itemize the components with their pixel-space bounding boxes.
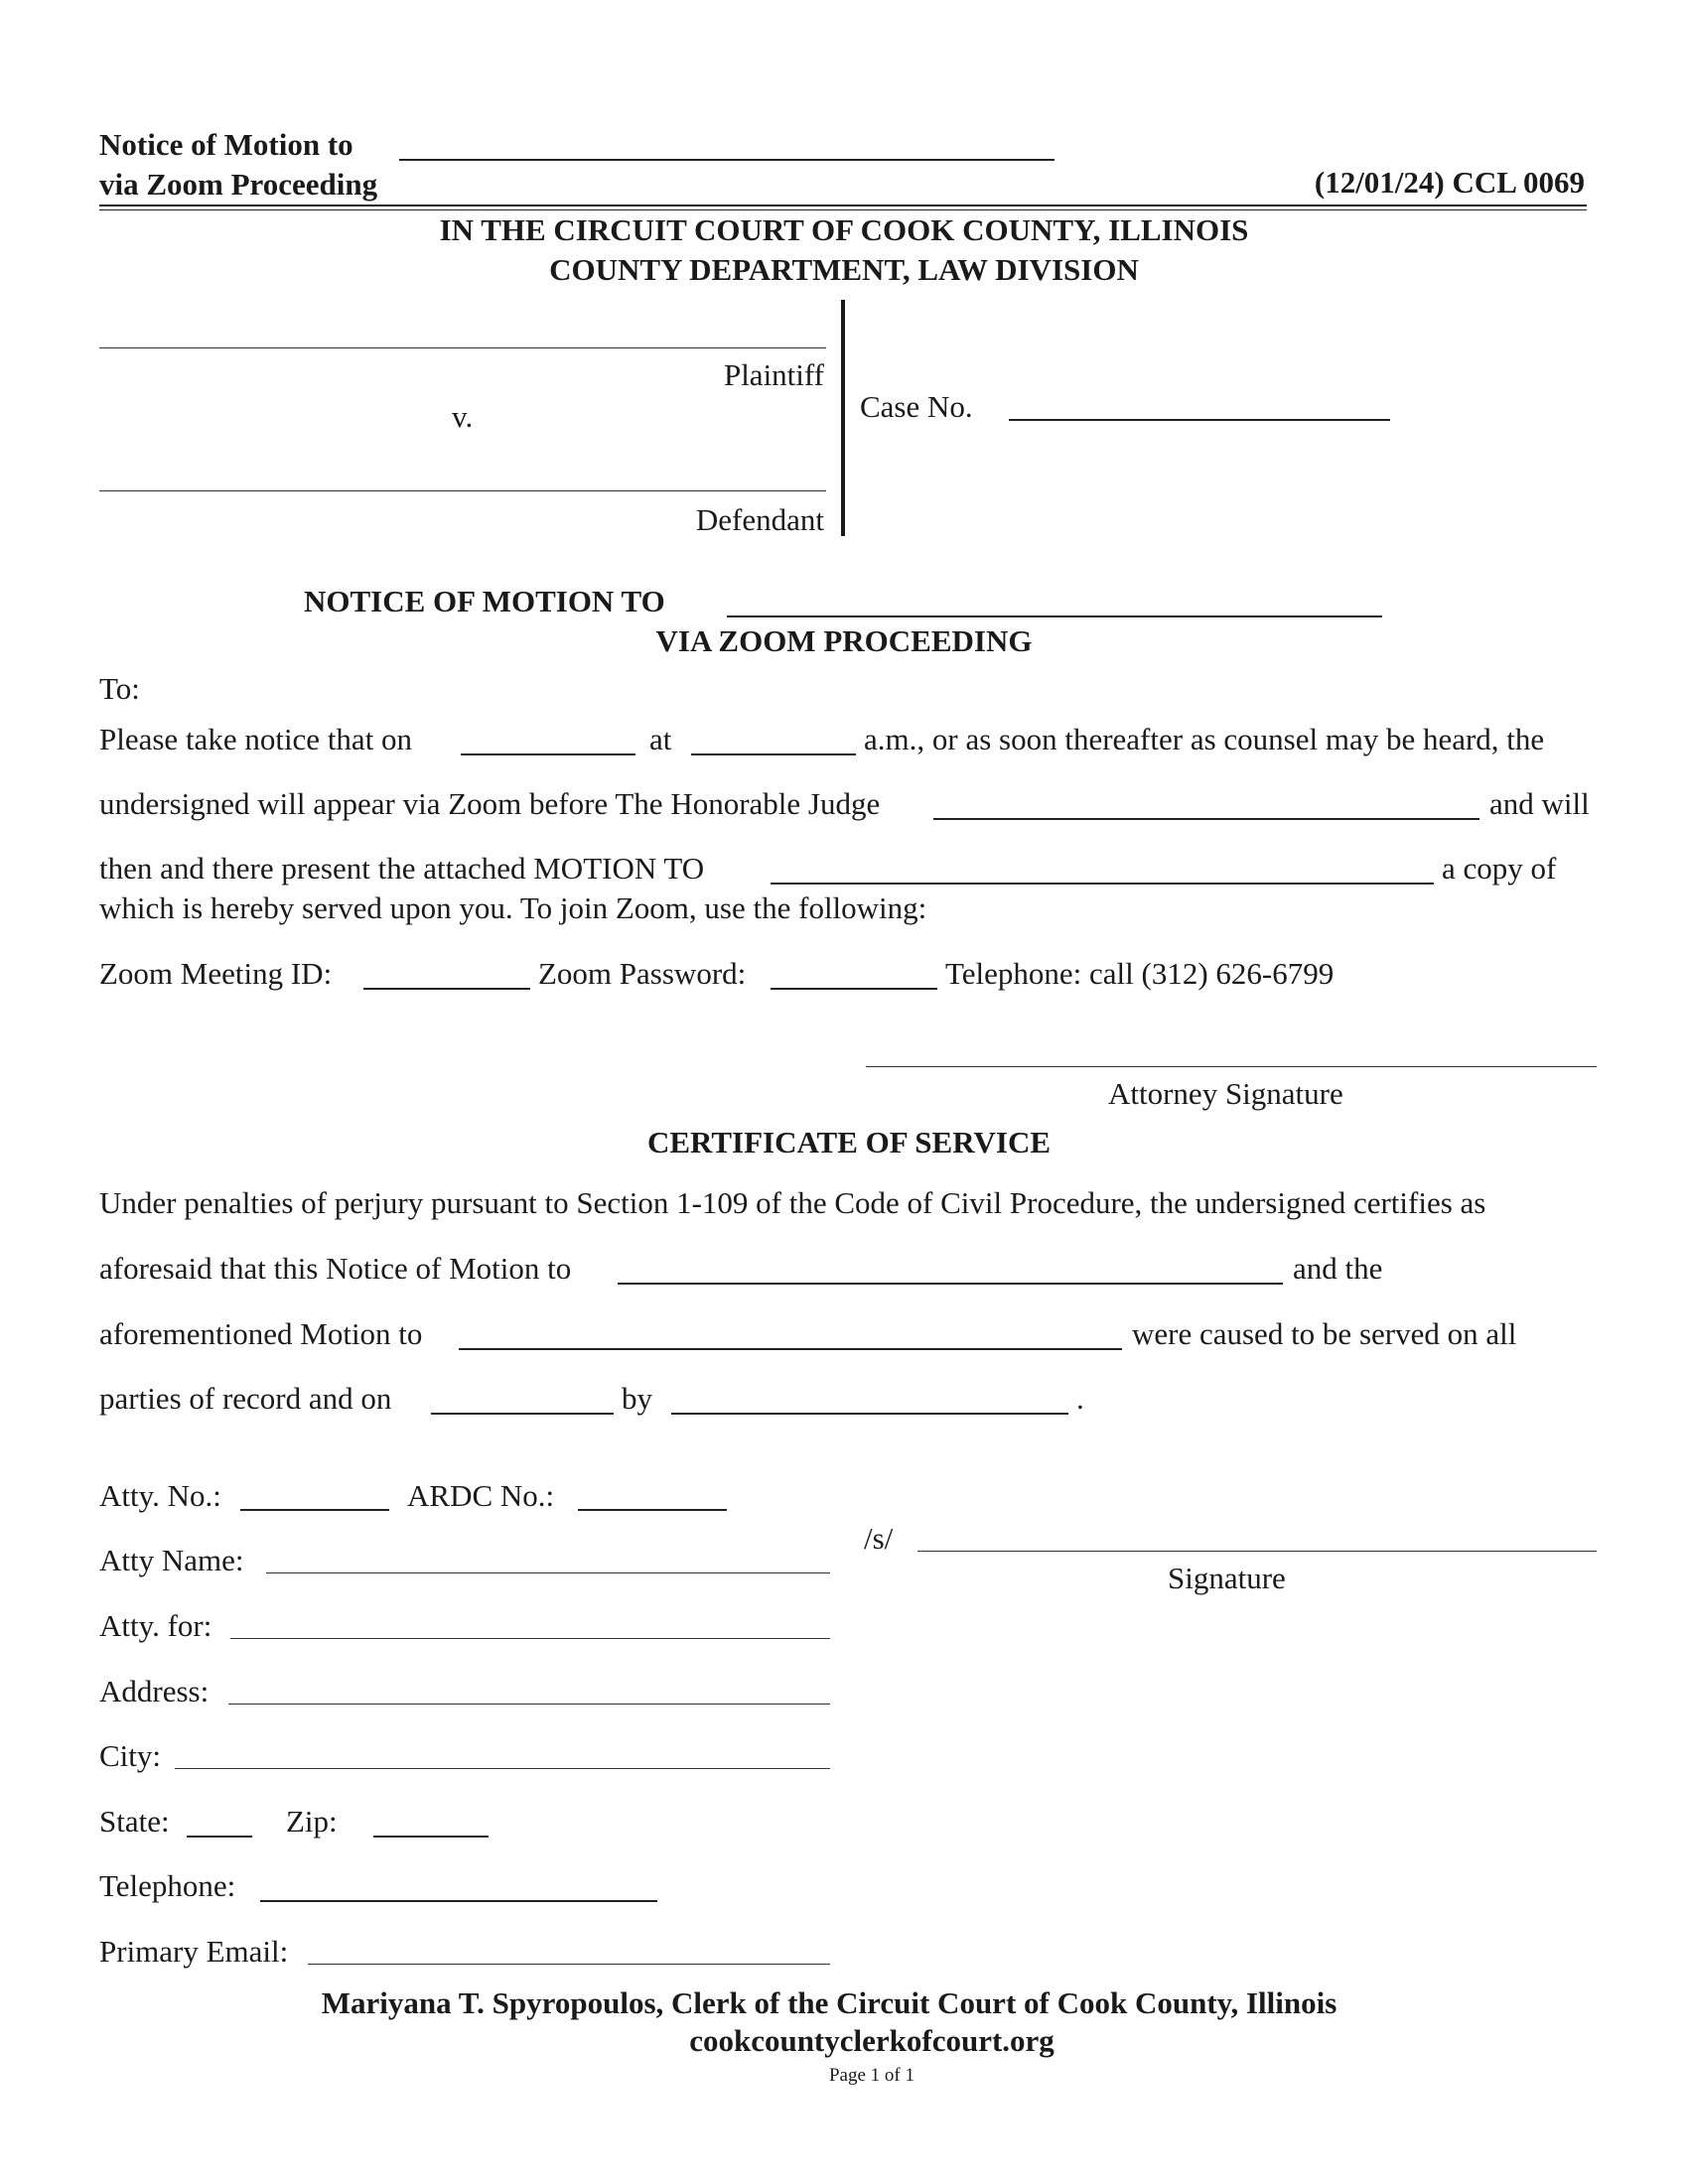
zip-label: Zip:: [286, 1804, 338, 1839]
certificate-l1: Under penalties of perjury pursuant to Section 1-109 of the Code of Civil Procedure, the undersigned certifies as: [99, 1185, 1486, 1220]
certificate-l2-text: aforesaid that this Notice of Motion to: [99, 1251, 572, 1286]
notice-p1-text: Please take notice that on: [99, 722, 413, 756]
header-rule-1: [99, 205, 1587, 206]
defendant-field[interactable]: [99, 490, 826, 491]
form-title-line2: via Zoom Proceeding: [99, 167, 378, 202]
certificate-notice-field[interactable]: [618, 1283, 1283, 1285]
hearing-time-field[interactable]: [691, 753, 856, 755]
attorney-signature-field[interactable]: [866, 1066, 1597, 1067]
ardc-no-label: ARDC No.:: [407, 1478, 555, 1513]
page-number: Page 1 of 1: [828, 2065, 914, 2086]
to-label: To:: [99, 671, 140, 706]
court-heading-line2: COUNTY DEPARTMENT, LAW DIVISION: [549, 252, 1139, 287]
notice-p1-rest: a.m., or as soon thereafter as counsel may be heard, the: [864, 722, 1545, 756]
notice-p3-rest: a copy of: [1442, 851, 1557, 886]
certificate-l4-by: by: [622, 1381, 652, 1416]
address-field[interactable]: [228, 1704, 830, 1705]
zoom-password-field[interactable]: [771, 988, 937, 990]
attorney-signature-label: Attorney Signature: [1108, 1076, 1343, 1111]
zip-field[interactable]: [373, 1836, 489, 1838]
certificate-l4-text: parties of record and on: [99, 1381, 392, 1416]
form-code: (12/01/24) CCL 0069: [1314, 165, 1585, 200]
email-label: Primary Email:: [99, 1934, 289, 1969]
service-method-field[interactable]: [671, 1413, 1068, 1415]
motion-title-field[interactable]: [399, 159, 1055, 161]
address-label: Address:: [99, 1674, 210, 1708]
s-mark: /s/: [864, 1521, 894, 1556]
atty-for-label: Atty. for:: [99, 1608, 212, 1643]
notice-p2-rest: and will: [1489, 786, 1590, 821]
case-no-label: Case No.: [860, 389, 973, 424]
certificate-l3-text: aforementioned Motion to: [99, 1316, 423, 1351]
notice-p1-at: at: [649, 722, 672, 756]
city-field[interactable]: [175, 1768, 830, 1769]
versus-label: v.: [452, 399, 474, 434]
atty-no-field[interactable]: [240, 1509, 389, 1511]
notice-motion-field[interactable]: [727, 615, 1382, 617]
service-date-field[interactable]: [431, 1413, 614, 1415]
atty-for-field[interactable]: [230, 1638, 830, 1639]
certificate-l3-rest: were caused to be served on all: [1132, 1316, 1517, 1351]
atty-no-label: Atty. No.:: [99, 1478, 221, 1513]
notice-title-line2: VIA ZOOM PROCEEDING: [655, 623, 1033, 658]
zoom-password-label: Zoom Password:: [538, 956, 747, 991]
certificate-l2-rest: and the: [1293, 1251, 1383, 1286]
atty-name-field[interactable]: [266, 1572, 830, 1573]
notice-p2-text: undersigned will appear via Zoom before The Honorable Judge: [99, 786, 881, 821]
header-rule-2: [99, 209, 1587, 210]
footer-website[interactable]: cookcountyclerkofcourt.org: [689, 2023, 1055, 2058]
motion-to-field[interactable]: [771, 883, 1434, 885]
certificate-motion-field[interactable]: [459, 1348, 1122, 1350]
plaintiff-field[interactable]: [99, 347, 826, 348]
email-field[interactable]: [308, 1964, 830, 1965]
notice-title-line1: NOTICE OF MOTION TO: [304, 584, 665, 618]
ardc-no-field[interactable]: [578, 1509, 727, 1511]
judge-name-field[interactable]: [933, 818, 1479, 820]
zoom-telephone: Telephone: call (312) 626-6799: [945, 956, 1335, 991]
hearing-date-field[interactable]: [461, 753, 635, 755]
notice-p4-text: which is hereby served upon you. To join Zoom, use the following:: [99, 890, 927, 925]
certificate-l4-period: .: [1076, 1381, 1084, 1416]
signature-field[interactable]: [917, 1551, 1597, 1552]
atty-name-label: Atty Name:: [99, 1543, 244, 1577]
zoom-id-field[interactable]: [363, 988, 530, 990]
notice-p3-text: then and there present the attached MOTION TO: [99, 851, 705, 886]
case-no-field[interactable]: [1009, 419, 1390, 421]
telephone-field[interactable]: [260, 1900, 657, 1902]
certificate-title: CERTIFICATE OF SERVICE: [646, 1125, 1052, 1160]
plaintiff-label: Plaintiff: [723, 357, 824, 392]
zoom-id-label: Zoom Meeting ID:: [99, 956, 333, 991]
telephone-label: Telephone:: [99, 1868, 236, 1903]
state-field[interactable]: [187, 1836, 252, 1838]
footer-clerk: Mariyana T. Spyropoulos, Clerk of the Circuit Court of Cook County, Illinois: [321, 1985, 1337, 2020]
caption-divider: [841, 300, 845, 536]
state-label: State:: [99, 1804, 170, 1839]
defendant-label: Defendant: [695, 502, 824, 537]
signature-label: Signature: [1168, 1561, 1286, 1595]
city-label: City:: [99, 1738, 162, 1773]
form-title-line1: Notice of Motion to: [99, 127, 353, 162]
court-heading-line1: IN THE CIRCUIT COURT OF COOK COUNTY, ILLINOIS: [439, 212, 1249, 247]
